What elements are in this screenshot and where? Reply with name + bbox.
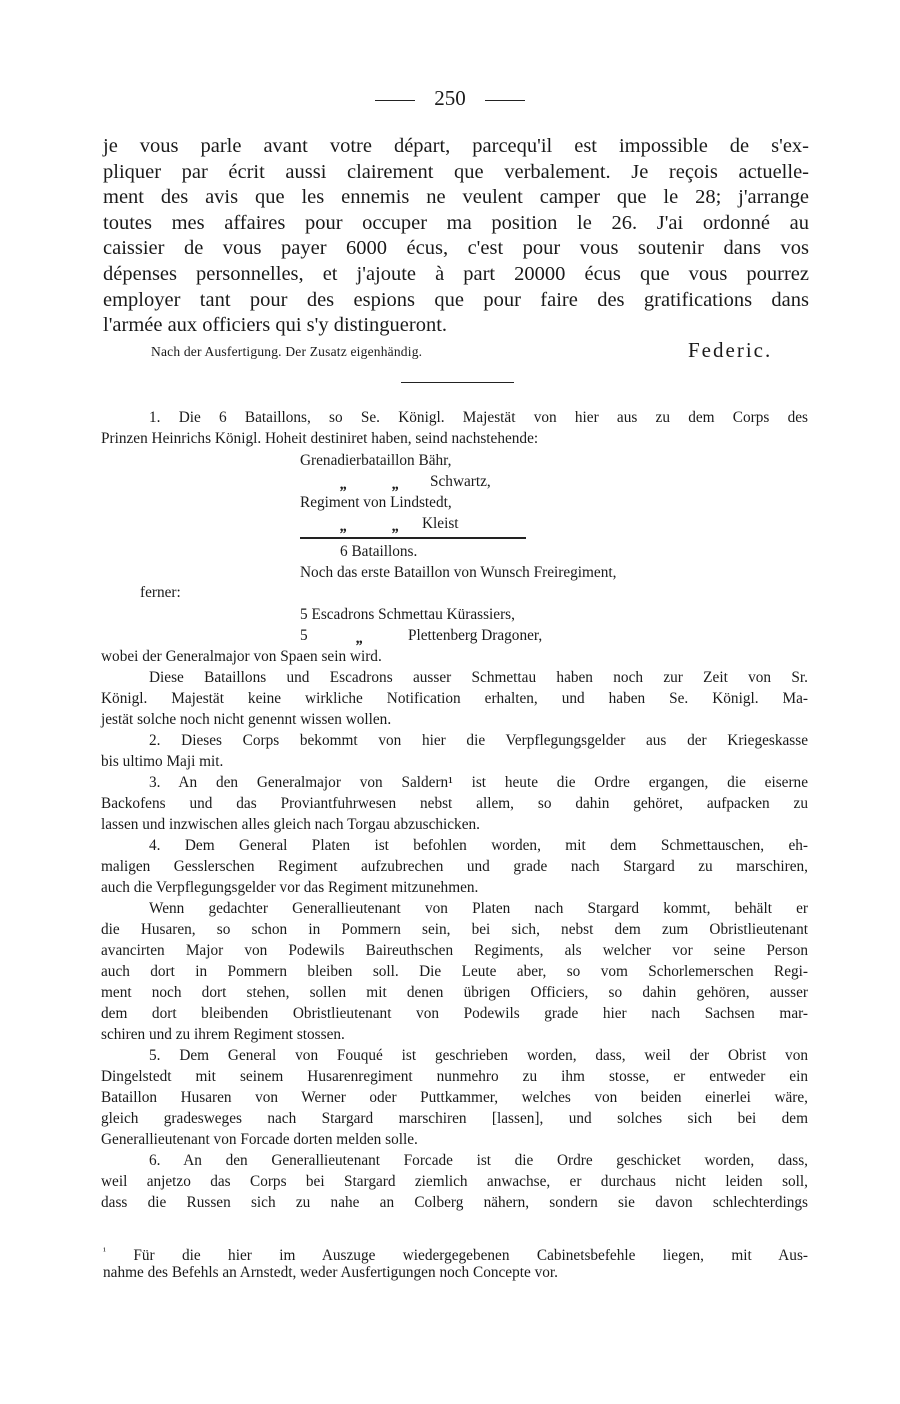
annex-line: Diese Bataillons und Escadrons ausser Schmettau haben noch zur Zeit von Sr. [149, 669, 808, 686]
ditto-mark: „ [340, 476, 348, 493]
battalion-entry: Regiment von Lindstedt, [300, 494, 452, 511]
annex-line: 6. An den Generallieutenant Forcade ist die Ordre geschicket worden, dass, [149, 1152, 808, 1169]
header-dash-right [485, 100, 525, 101]
annex-line: Wenn gedachter Generallieutenant von Platen nach Stargard kommt, behält er [149, 900, 808, 917]
annex-line: ment noch dort stehen, sollen mit denen übrigen Officiers, so dahin gehören, ausser [101, 984, 808, 1001]
ditto-mark: „ [356, 630, 364, 647]
header-dash-left [375, 100, 415, 101]
annex-line: maligen Gesslerschen Regiment aufzubrechen und grade nach Stargard zu marschiren, [101, 858, 808, 875]
footnote [103, 1241, 808, 1283]
annex-line: auch dort in Pommern bleiben soll. Die Leute aber, so vom Schorlemerschen Regi- [101, 963, 808, 980]
battalion-total: 6 Bataillons. [340, 543, 418, 560]
battalion-entry: Grenadierbataillon Bähr, [300, 452, 452, 469]
letter-line: dépenses personnelles, et j'ajoute à part 20000 écus que vous pourrez [103, 262, 809, 285]
annex-line: weil anjetzo das Corps bei Stargard ziemlich anwachse, er durchaus nicht leiden soll, [101, 1173, 808, 1190]
annex-line: bis ultimo Maji mit. [101, 753, 224, 770]
annex-line: dem dort bleibenden Obristlieutenant von Podewils grade hier nach Sachsen mar- [101, 1005, 808, 1022]
letter-line: je vous parle avant votre départ, parcequ'il est impossible de s'ex- [103, 135, 809, 157]
letter-line: caissier de vous payer 6000 écus, c'est pour vous soutenir dans vos [103, 237, 809, 260]
annex-line: Generallieutenant von Forcade dorten melden solle. [101, 1131, 418, 1148]
footnote-marker: ¹ [103, 1246, 106, 1257]
escadron-entry: Plettenberg Dragoner, [408, 627, 543, 644]
sum-rule [300, 537, 526, 539]
annex-line: Bataillon Husaren von Werner oder Puttkammer, welches von beiden einerlei wäre, [101, 1089, 808, 1106]
footnote-line: nahme des Befehls an Arnstedt, weder Ausfertigungen noch Concepte vor. [103, 1264, 558, 1281]
letter-text [103, 134, 809, 339]
battalion-entry: Kleist [422, 515, 459, 532]
ditto-mark: „ [340, 518, 348, 535]
letter-line: l'armée aux officiers qui s'y distingueront. [103, 314, 448, 337]
escadron-count: 5 [300, 627, 308, 644]
annex-line: avancirten Major von Podewils Baireuthschen Regiments, als welcher vor seine Person [101, 942, 808, 959]
annex-line: wobei der Generalmajor von Spaen sein wird. [101, 648, 382, 665]
annex-line: auch die Verpflegungsgelder vor das Regiment mitzunehmen. [101, 879, 479, 896]
annex-line: Prinzen Heinrichs Königl. Hoheit destiniret haben, seind nachstehende: [101, 430, 539, 447]
annex-line: 4. Dem General Platen ist befohlen worden, mit dem Schmettauschen, eh- [149, 837, 808, 854]
source-note: Nach der Ausfertigung. Der Zusatz eigenhändig. [151, 344, 423, 359]
annex-line: jestät solche noch nicht genennt wissen wollen. [101, 711, 392, 728]
annex-line: dass die Russen sich zu nahe an Colberg nähern, sondern sie davon schlechterdings [101, 1194, 808, 1211]
annex-line: Dingelstedt mit seinem Husarenregiment nunmehro zu ihm stosse, er entweder ein [101, 1068, 808, 1085]
letter-line: employer tant pour des espions que pour faire des gratifications dans [103, 288, 809, 311]
annex-line: gleich gradesweges nach Stargard marschiren [lassen], und solches sich bei dem [101, 1110, 808, 1127]
annex-line: schiren und zu ihrem Regiment stossen. [101, 1026, 345, 1043]
annex-line: Königl. Majestät keine wirkliche Notification erhalten, und haben Se. Königl. Ma- [101, 690, 808, 707]
annex-line: die Husaren, so schon in Pommern sein, bei sich, nebst dem zum Obristlieutenant [101, 921, 808, 938]
ditto-mark: „ [392, 476, 400, 493]
annex-line: 3. An den Generalmajor von Saldern¹ ist heute die Ordre ergangen, die eiserne [149, 774, 808, 791]
annex-line: 2. Dieses Corps bekommt von hier die Verpflegungsgelder aus der Kriegeskasse [149, 732, 808, 749]
letter-line: ment des avis que les ennemis ne veulent camper que le 28; j'arrange [103, 186, 809, 209]
letter-line: pliquer par écrit aussi clairement que verbalement. Je reçois actuelle- [103, 160, 809, 183]
annex-line: 1. Die 6 Bataillons, so Se. Königl. Majestät von hier aus zu dem Corps des [149, 409, 808, 426]
ferner-label: ferner: [140, 584, 181, 601]
annex-line: 5. Dem General von Fouqué ist geschrieben worden, dass, weil der Obrist von [149, 1047, 808, 1064]
battalion-entry: Schwartz, [430, 473, 491, 490]
annex-body [101, 646, 808, 1213]
annex-line: Backofens und das Proviantfuhrwesen nebst allem, so dahin gehöret, aufpacken zu [101, 795, 808, 812]
ditto-mark: „ [392, 518, 400, 535]
signature: Federic. [688, 338, 773, 362]
annex-intro [101, 407, 808, 449]
page-number: 250 [434, 86, 466, 110]
page-header [0, 86, 900, 111]
footnote-text: Für die hier im Auszuge wiedergegebenen Cabinetsbefehle liegen, mit Aus- [133, 1247, 808, 1265]
annex-line: lassen und inzwischen alles gleich nach Torgau abzuschicken. [101, 816, 480, 833]
footnote-line [103, 1241, 808, 1265]
letter-line: toutes mes affaires pour occuper ma position le 26. J'ai ordonné au [103, 211, 809, 234]
section-separator [401, 382, 514, 383]
escadron-entry: 5 Escadrons Schmettau Kürassiers, [300, 606, 515, 623]
battalion-extra: Noch das erste Bataillon von Wunsch Freiregiment, [300, 564, 617, 581]
